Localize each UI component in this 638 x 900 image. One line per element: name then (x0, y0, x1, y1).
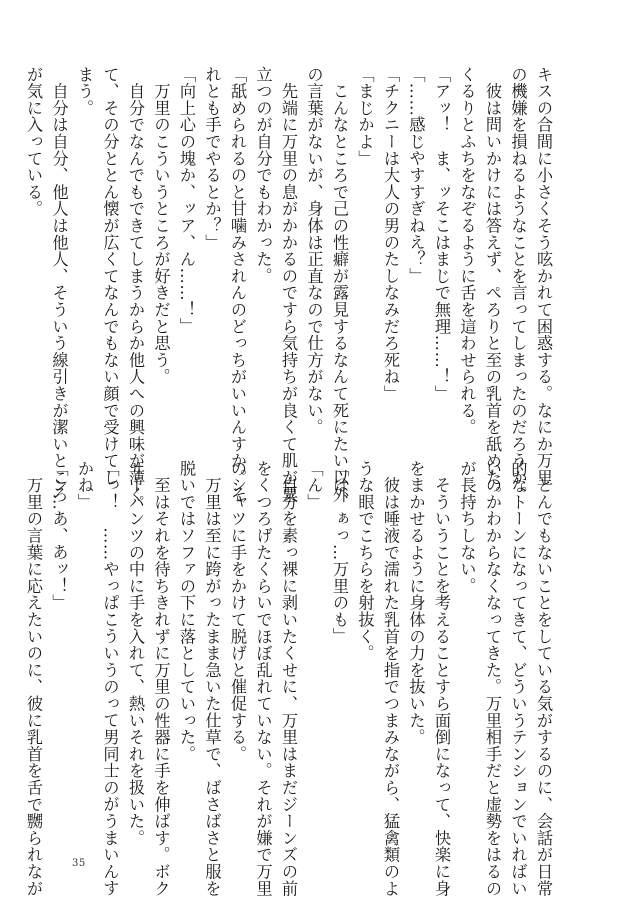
text-line: が長持ちしない。 (457, 460, 477, 595)
text-line: 自分は自分、他人は他人、そういう線引きが潔いところ (49, 66, 69, 503)
text-line: 自分でなんでもできてしまうからか他人への興味が薄く (126, 66, 145, 503)
text-line: 万里のこういうところが好きだと思う。 (151, 66, 171, 386)
text-line: 「舐められるのと甘噛みされんのどっちがいいんすか。そ (228, 66, 247, 503)
text-line: 「向上心の塊か、ッア、ん……！」 (177, 66, 196, 335)
text-line: かね」 (75, 460, 94, 511)
text-line: 的なトーンになってきて、どういうテンションでいればい (508, 460, 528, 897)
text-line: 「ん」 (304, 460, 324, 511)
text-line: 彼は唾液で濡れた乳首を指でつまみながら、猛禽類のよ (381, 460, 400, 897)
text-line: 「……感じやすすぎねえ？」 (406, 66, 426, 285)
text-line: こんなところで己の性癖が露見するなんて死にたい以外 (330, 66, 349, 503)
text-line: をまかせるように身体の力を抜いた。 (406, 460, 426, 746)
text-line: 脱いではソファの下に落としていった。 (177, 460, 196, 763)
text-line: 自分を素っ裸に剥いたくせに、万里はまだジーンズの前 (279, 460, 298, 897)
text-line: が気に入っている。 (24, 66, 43, 218)
text-line: いのかわからなくなってきた。万里相手だと虚勢をはるの (483, 460, 502, 897)
text-line: 至はそれを待ちきれずに万里の性器に手を伸ばす。ボク (151, 460, 171, 897)
text-line: 「まじかよ」 (355, 66, 375, 167)
text-line: くるりとふちをなぞるように舌を這わせられる。 (457, 66, 477, 436)
text-line: のシャツに手をかけて脱げと催促する。 (228, 460, 247, 763)
text-line: 彼は問いかけには答えず、ぺろりと至の乳首を舐めた。 (483, 66, 502, 503)
text-line: うな眼でこちらを射抜く。 (355, 460, 375, 662)
text-line: の言葉がないが、身体は正直なので仕方がない。 (304, 66, 324, 436)
text-line: とんでもないことをしている気がするのに、会話が日常 (534, 460, 553, 897)
text-line: キスの合間に小さくそう呟かれて困惑する。なにか万里 (534, 66, 553, 486)
text-line: 「ン…あ、あッ！」 (49, 460, 69, 612)
text-line: て、その分ととん懐が広くてなんでもない顔で受けてし (100, 66, 120, 486)
text-line: れとも手でやるとか？」 (202, 66, 222, 251)
text-line: そういうことを考えることすら面倒になって、快楽に身 (432, 460, 451, 897)
text-line: 「チクニーは大人の男のたしなみだろ死ね」 (381, 66, 400, 402)
text-line: 「は、ぁっ…万里のも」 (330, 460, 349, 645)
text-line: 「アッ！ ま、ッそこはまじで無理……！」 (432, 66, 451, 402)
text-line: 先端に万里の息がかかるのですら気持ちが良くて肌が粟 (279, 66, 298, 503)
text-line: をくつろげたくらいでほぼ乱れていない。それが嫌で万里 (253, 460, 273, 897)
text-line: 万里の言葉に応えたいのに、彼に乳首を舌で嬲られなが (24, 460, 43, 897)
text-line: 「っ！ ……やっぱこういうのって男同士のがうまいんす (100, 460, 120, 897)
text-line: まう。 (75, 66, 94, 117)
text-line: の機嫌を損ねるようなことを言ってしまったのだろうか。 (508, 66, 528, 503)
text-line: サーパンツの中に手を入れて、熱いそれを扱いた。 (126, 460, 145, 847)
text-line: 立つのが自分でもわかった。 (253, 66, 273, 285)
text-line: 万里は至に跨がったまま急いた仕草で、ばさばさと服を (202, 460, 222, 897)
page-number: 35 (72, 858, 86, 869)
